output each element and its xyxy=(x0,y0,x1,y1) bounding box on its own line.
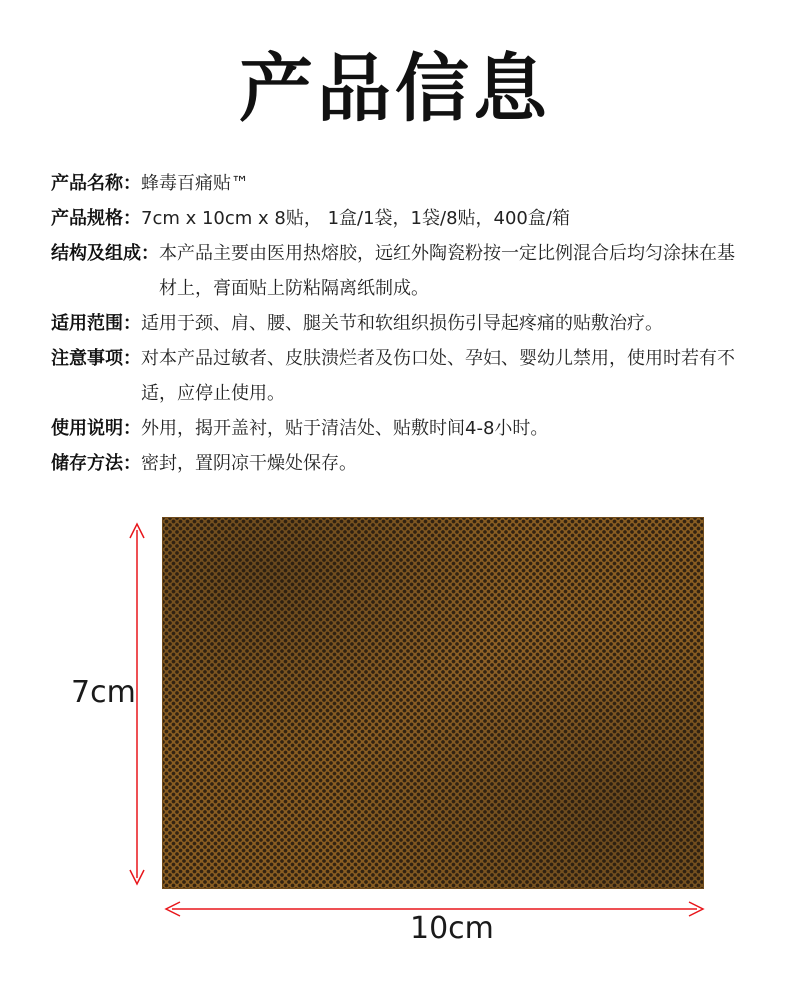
info-value: 对本产品过敏者、皮肤溃烂者及伤口处、孕妇、婴幼儿禁用，使用时若有不适，应停止使用。 xyxy=(141,348,735,404)
info-label: 产品规格： xyxy=(51,208,141,229)
dimension-arrows xyxy=(0,500,790,987)
info-row-composition xyxy=(51,236,751,306)
info-label: 储存方法： xyxy=(51,453,141,474)
info-row-name xyxy=(51,166,751,201)
page-title: 产品信息 xyxy=(239,46,551,132)
width-label: 10cm xyxy=(410,911,494,946)
info-label: 适用范围： xyxy=(51,313,141,334)
product-size-figure xyxy=(0,500,790,987)
info-value: 7cm x 10cm x 8贴， 1盒/1袋，1袋/8贴，400盒/箱 xyxy=(141,208,570,229)
info-label: 注意事项： xyxy=(51,348,141,369)
info-row-storage xyxy=(51,446,751,481)
info-row-spec xyxy=(51,201,751,236)
info-row-precautions xyxy=(51,341,751,411)
info-label: 产品名称： xyxy=(51,173,141,194)
height-label: 7cm xyxy=(71,675,136,710)
info-value: 适用于颈、肩、腰、腿关节和软组织损伤引导起疼痛的贴敷治疗。 xyxy=(141,313,663,334)
info-value: 本产品主要由医用热熔胶，远红外陶瓷粉按一定比例混合后均匀涂抹在基材上，膏面贴上防粘隔离纸制成。 xyxy=(159,243,735,299)
info-label: 使用说明： xyxy=(51,418,141,439)
info-row-scope xyxy=(51,306,751,341)
info-row-usage xyxy=(51,411,751,446)
info-label: 结构及组成： xyxy=(51,243,159,264)
product-info-list xyxy=(51,166,751,481)
info-value: 蜂毒百痛贴™ xyxy=(141,173,249,194)
info-value: 外用，揭开盖衬，贴于清洁处、贴敷时间4-8小时。 xyxy=(141,418,549,439)
info-value: 密封，置阴凉干燥处保存。 xyxy=(141,453,357,474)
